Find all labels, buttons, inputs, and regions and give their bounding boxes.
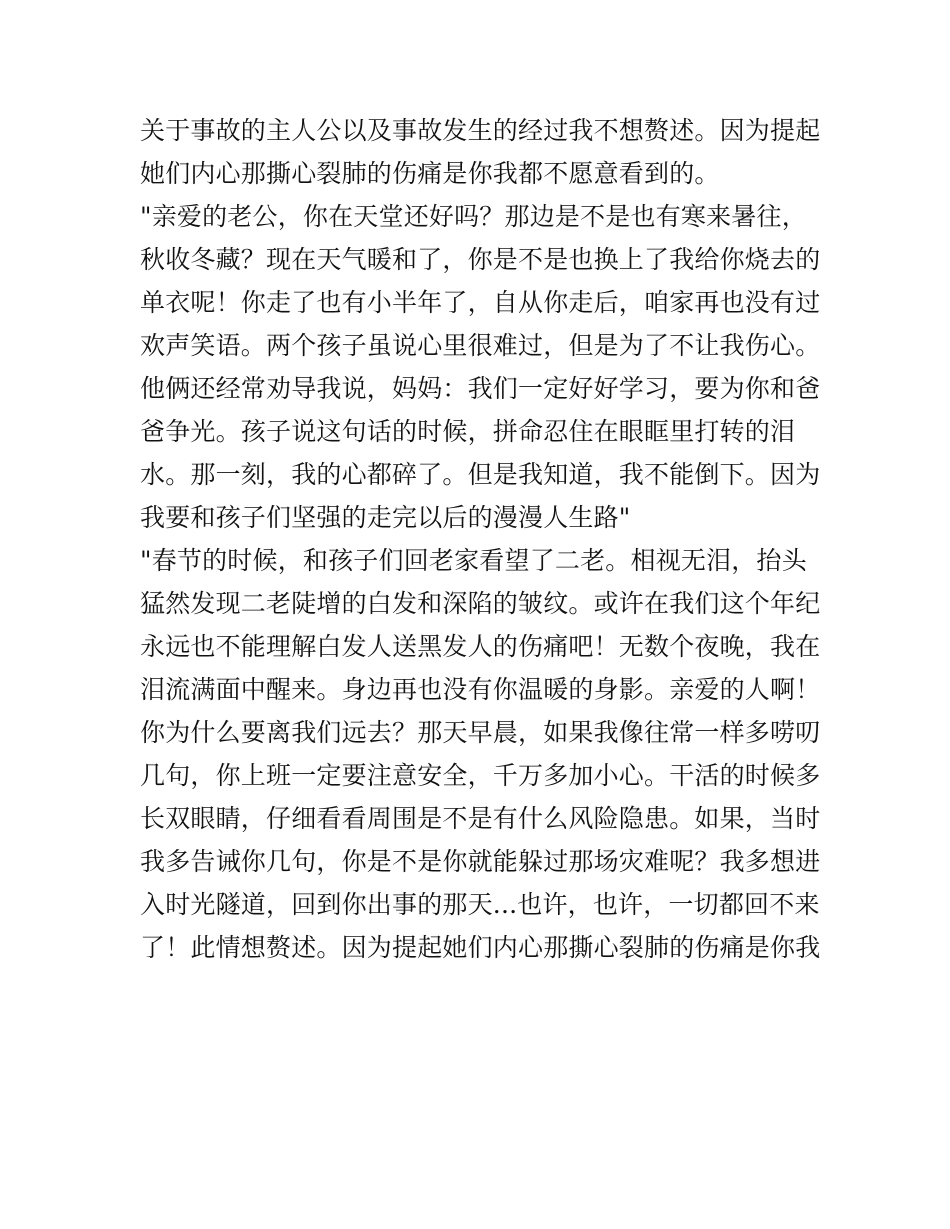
- text-line: 秋收冬藏？现在天气暖和了，你是不是也换上了我给你烧去的: [140, 245, 821, 274]
- text-line: 欢声笑语。两个孩子虽说心里很难过，但是为了不让我伤心。: [140, 331, 821, 360]
- text-line: 长双眼睛，仔细看看周围是不是有什么风险隐患。如果，当时: [140, 804, 821, 833]
- text-line: 几句，你上班一定要注意安全，千万多加小心。干活的时候多: [140, 761, 821, 790]
- text-line: 我要和孩子们坚强的走完以后的漫漫人生路": [140, 503, 631, 532]
- text-line: "亲爱的老公，你在天堂还好吗？那边是不是也有寒来暑往，: [140, 202, 807, 231]
- text-line: 泪流满面中醒来。身边再也没有你温暖的身影。亲爱的人啊！: [140, 675, 821, 704]
- text-line: 他俩还经常劝导我说，妈妈：我们一定好好学习，要为你和爸: [140, 374, 821, 403]
- text-line: 她们内心那撕心裂肺的伤痛是你我都不愿意看到的。: [140, 159, 720, 188]
- text-line: 入时光隧道，回到你出事的那天...也许，也许，一切都回不来: [140, 890, 820, 919]
- text-line: 水。那一刻，我的心都碎了。但是我知道，我不能倒下。因为: [140, 460, 821, 489]
- text-line: 关于事故的主人公以及事故发生的经过我不想赘述。因为提起: [140, 116, 821, 145]
- document-body: [140, 109, 830, 969]
- text-line: 永远也不能理解白发人送黑发人的伤痛吧！无数个夜晚，我在: [140, 632, 821, 661]
- text-line: 我多告诫你几句，你是不是你就能躲过那场灾难呢？我多想进: [140, 847, 821, 876]
- text-line: 你为什么要离我们远去？那天早晨，如果我像往常一样多唠叨: [140, 718, 821, 747]
- text-line: 了！此情想赘述。因为提起她们内心那撕心裂肺的伤痛是你我: [140, 933, 821, 962]
- text-line: 单衣呢！你走了也有小半年了，自从你走后，咱家再也没有过: [140, 288, 821, 317]
- text-line: 爸争光。孩子说这句话的时候，拼命忍住在眼眶里打转的泪: [140, 417, 796, 446]
- text-line: 猛然发现二老陡增的白发和深陷的皱纹。或许在我们这个年纪: [140, 589, 821, 618]
- text-line: "春节的时候，和孩子们回老家看望了二老。相视无泪，抬头: [140, 546, 807, 575]
